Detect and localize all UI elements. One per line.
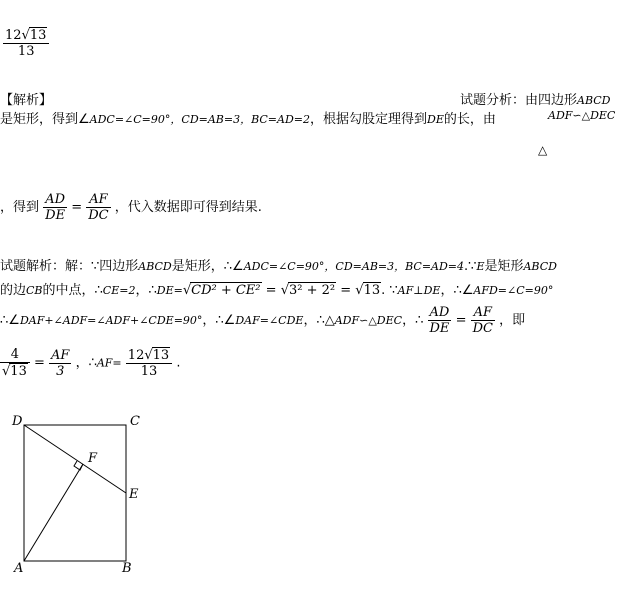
- geometry-figure: [0, 405, 170, 585]
- label-d: D: [12, 414, 23, 429]
- analysis-line3: ，得到 $\frac{AD}{DE}$ = $\frac{AF}{DC}$ ，代入数据即可得到结果.: [0, 192, 262, 223]
- label-c: C: [130, 414, 140, 429]
- label-f: F: [88, 451, 98, 466]
- label-b: B: [122, 561, 132, 576]
- analysis-similarity: ADF∽△DEC: [548, 109, 616, 122]
- segment-af: [24, 464, 83, 561]
- analysis-heading: 【解析】: [0, 93, 53, 108]
- triangle-symbol: △: [538, 143, 548, 157]
- solution-line4: $\frac{4}{√13}$ = $\frac{AF}{3}$ ，∴AF= $\frac{12√13}{13}$ .: [2, 347, 181, 379]
- segment-de: [24, 425, 126, 493]
- analysis-intro: 试题分析：由四边形ABCD: [460, 93, 611, 108]
- solution-line1: 试题解析：解：∵四边形ABCD是矩形，∴∠ADC=∠C=90°，CD=AB=3，BC=AD=4.∵E是矩形ABCD: [0, 259, 557, 274]
- solution-line2: 的边CB的中点，∴CE=2，∴DE=√CD² + CE² = √3² + 2² = √13. ∵AF⊥DE，∴∠AFD=∠C=90°: [0, 283, 554, 298]
- label-a: A: [14, 561, 24, 576]
- rectangle-abcd: [24, 425, 126, 561]
- answer-fraction: $\frac{12√13}{13}$: [3, 27, 49, 59]
- solution-line3: ∴∠DAF+∠ADF=∠ADF+∠CDE=90°，∴∠DAF=∠CDE，∴△ADF∽△DEC，∴ $\frac{AD}{DE}$ = $\frac{AF}{DC}$ ，即: [0, 305, 526, 336]
- analysis-line2: 是矩形，得到∠ADC=∠C=90°，CD=AB=3，BC=AD=2，根据勾股定理得到DE的长，由: [0, 112, 496, 127]
- label-e: E: [129, 487, 139, 502]
